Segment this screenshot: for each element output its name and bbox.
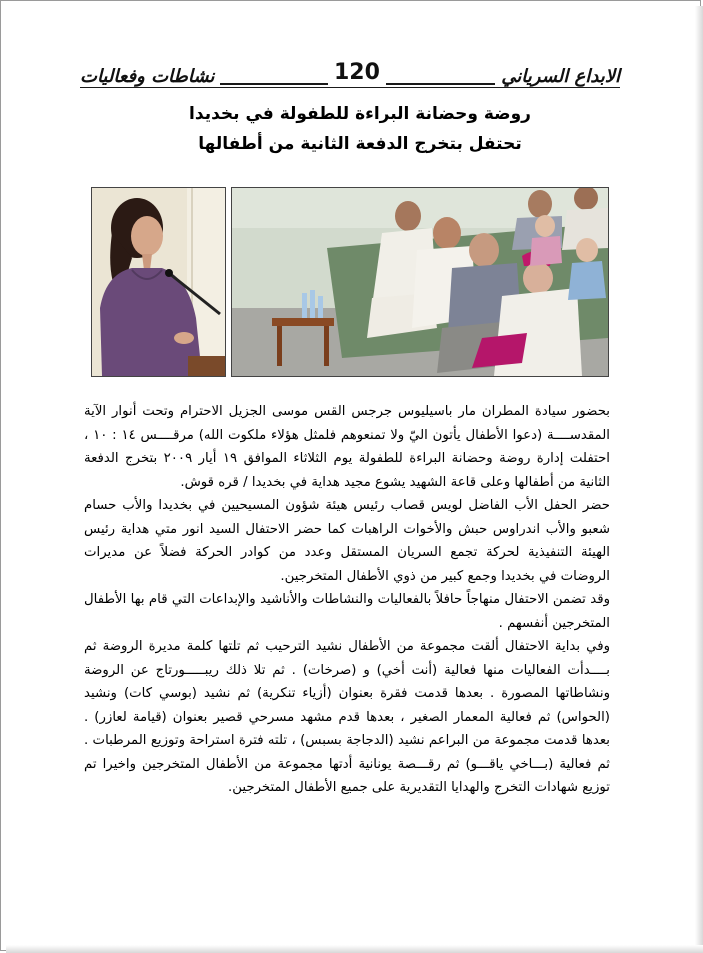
article-body bbox=[84, 400, 610, 800]
magazine-name: الابداع السرياني bbox=[495, 66, 620, 87]
article-paragraph: وفي بداية الاحتفال ألقت مجموعة من الأطفال نشيد الترحيب ثم تلتها كلمة مديرة الروضة ثم بــــدأت الفعاليات منها فعالية (أنت أخي) و (صرخات) . ثم تلا ذلك ريبـــــورتاج عن الروضة ونشاطاتها المصورة . بعدها قدمت فقرة بعنوان (أزياء تنكرية) ثم نشيد (بوسي كات) ونشيد (الحواس) ثم فعالية المعمار الصغير ، بعدها قدم مشهد مسرحي قصير بعنوان (قيامة لعازر) . بعدها قدمت مجموعة من البراعم نشيد (الدجاجة بسبس) ، تلته فترة استراحة وتوزيع المرطبات . ثم فعالية (بـــاخي ياقـــو) ثم رقـــصة يونانية أدتها مجموعة من الأطفال المتخرجين واخيرا تم توزيع شهادات التخرج والهدايا التقديرية على جميع الأطفال المتخرجين. bbox=[84, 639, 610, 795]
page-number: 120 bbox=[328, 60, 386, 85]
speaker-photo bbox=[91, 187, 226, 377]
guests-illustration bbox=[232, 188, 608, 376]
article-paragraph: وقد تضمن الاحتفال منهاجاً حافلاً بالفعاليات والنشاطات والأناشيد والإبداعات التي قام بها الأطفال المتخرجين أنفسهم . bbox=[84, 592, 610, 631]
page-shadow-bottom bbox=[6, 945, 703, 953]
article-subtitle: تحتفل بتخرج الدفعة الثانية من أطفالها bbox=[198, 134, 522, 154]
page-shadow-right bbox=[695, 6, 703, 953]
page-header bbox=[80, 60, 620, 96]
article-paragraph: حضر الحفل الأب الفاضل لويس قصاب رئيس هيئة شؤون المسيحيين في بخديدا والأب حسام شعبو والأب اندراوس حبش والأخوات الراهبات كما حضر الاحتفال السيد انور متي هداية رئيس الهيئة التنفيذية لحركة تجمع السريان المستقل وعدد من كوادر الحركة فضلاً عن مديرات الروضات في بخديدا وجمع كبير من ذوي الأطفال المتخرجين. bbox=[84, 498, 610, 584]
guests-photo bbox=[231, 187, 609, 377]
speaker-illustration bbox=[92, 188, 225, 376]
article-paragraph: بحضور سيادة المطران مار باسيليوس جرجس القس موسى الجزيل الاحترام وتحت أنوار الآية المقدســــة (دعوا الأطفال يأتون اليّ ولا تمنعوهم فلمثل هؤلاء ملكوت الله) مرقــــس ١٤ : ١٠ ، احتفلت إدارة روضة وحضانة البراءة للطفولة يوم الثلاثاء الموافق ١٩ أيار ٢٠٠٩ بتخرج الدفعة الثانية من أطفالها وعلى قاعة الشهيد يشوع مجيد هداية في بخديدا / قره قوش. bbox=[84, 404, 610, 490]
article-title: روضة وحضانة البراءة للطفولة في بخديدا bbox=[189, 104, 531, 124]
header-rule-thin bbox=[80, 87, 620, 88]
section-name: نشاطات وفعاليات bbox=[80, 66, 220, 87]
